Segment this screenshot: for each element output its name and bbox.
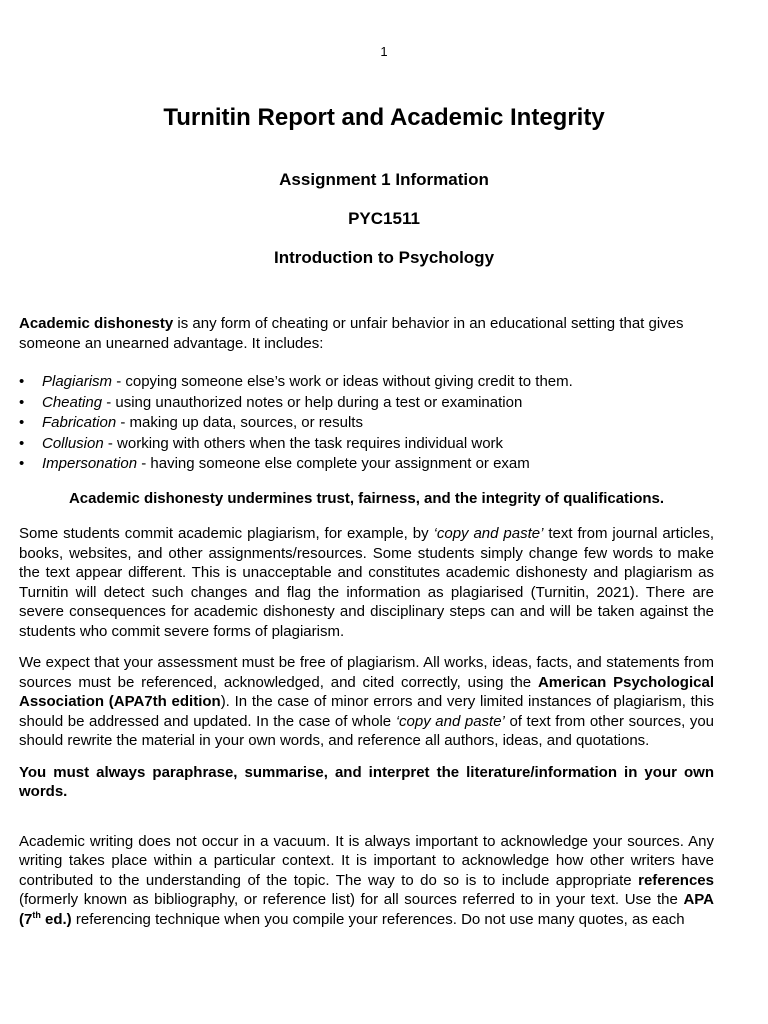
copy-paste-phrase: ‘copy and paste’ — [395, 712, 505, 730]
paragraph-text: Academic writing does not occur in a vacuum. It is always important to acknowledge your sources. Any writing takes place within a particular context. It is important to acknowledge how other writers have contributed to the understanding of the topic. The way to do so is to include appropriate — [19, 832, 714, 889]
intro-paragraph — [19, 314, 714, 353]
apa-edition-text: ed.) — [40, 910, 72, 928]
module-code-heading: PYC1511 — [348, 209, 420, 228]
intro-text: is any form of cheating or unfair behavior in an educational setting that gives someone an unearned advantage. It includes: — [19, 315, 684, 352]
list-item — [19, 434, 714, 455]
paraphrase-emphasis: You must always paraphrase, summarise, and interpret the literature/information in your own words. — [19, 763, 714, 800]
paragraph-text: Some students commit academic plagiarism, for example, by — [19, 525, 434, 542]
list-item — [19, 393, 714, 414]
ordinal-suffix: th — [32, 909, 41, 920]
paragraph-text: of text from other sources, you should rewrite the material in your own words, and reference all authors, ideas, and quotations. — [19, 712, 715, 749]
paragraph-text: text from journal articles, books, websites, and other assignments/resources. Some students simply change few words to make the text appear different. This is unacceptable and constitutes academic dishonesty and plagiarism as Turnitin will detect such changes and flag the information as plagiarised (Turnitin, 2021). There are severe consequences for academic dishonesty and disciplinary steps can and will be taken against the students who commit severe forms of plagiarism. — [19, 525, 715, 640]
page-number: 1 — [380, 44, 388, 59]
list-item-term: Collusion — [42, 434, 104, 452]
plagiarism-paragraph — [19, 524, 714, 641]
expectation-paragraph — [19, 653, 714, 751]
list-item-term: Cheating — [42, 393, 103, 411]
list-item-text: - making up data, sources, or results — [116, 414, 363, 431]
list-item-text: - using unauthorized notes or help during a test or examination — [102, 393, 523, 411]
references-term: references — [638, 871, 714, 889]
list-item — [19, 454, 714, 475]
apa-edition-text: APA (7 — [19, 891, 714, 928]
list-item-text: - having someone else complete your assignment or exam — [137, 455, 530, 472]
paragraph-text: ). In the case of minor errors and very limited instances of plagiarism, this should be addressed and updated. In the case of whole — [19, 693, 714, 730]
body-content — [19, 314, 714, 929]
list-item-text: - working with others when the task requires individual work — [103, 434, 504, 452]
list-item-term: Plagiarism — [42, 373, 113, 390]
assignment-heading: Assignment 1 Information — [279, 170, 489, 189]
academic-writing-paragraph — [19, 832, 714, 930]
list-item — [19, 413, 714, 434]
paragraph-text: referencing technique when you compile your references. Do not use many quotes, as each — [71, 910, 685, 928]
list-item-text: - copying someone else’s work or ideas without giving credit to them. — [112, 373, 573, 390]
apa-reference-term: American Psychological Association (APA7th edition — [19, 673, 714, 710]
paragraph-text: (formerly known as bibliography, or reference list) for all sources referred to in your text. Use the — [19, 891, 684, 908]
course-name-heading: Introduction to Psychology — [273, 248, 495, 267]
document-title: Turnitin Report and Academic Integrity — [163, 104, 605, 131]
intro-term: Academic dishonesty — [19, 315, 174, 332]
paragraph-text: We expect that your assessment must be free of plagiarism. All works, ideas, facts, and statements from sources must be referenced, acknowledged, and cited correctly, using the — [19, 654, 714, 691]
list-item-term: Fabrication — [42, 414, 117, 431]
list-item-term: Impersonation — [42, 455, 138, 472]
copy-paste-phrase: ‘copy and paste’ — [433, 525, 544, 542]
callout-statement: Academic dishonesty undermines trust, fairness, and the integrity of qualifications. — [68, 489, 665, 507]
list-item — [19, 372, 714, 393]
dishonesty-forms-list — [19, 372, 714, 475]
